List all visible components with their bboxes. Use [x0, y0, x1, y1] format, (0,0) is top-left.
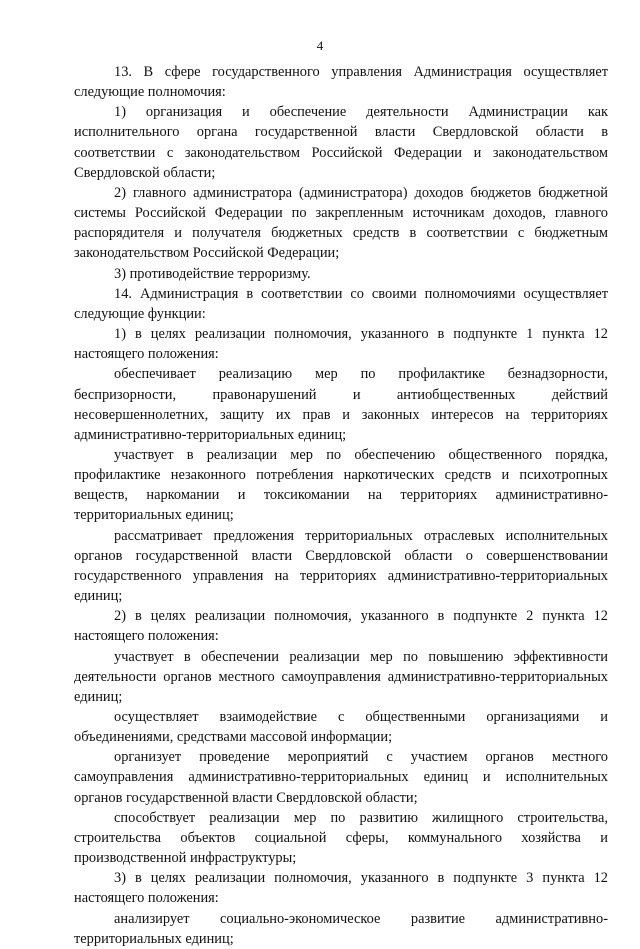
paragraph: 2) главного администратора (администратора) доходов бюджетов бюджетной системы Российской Федерации по закрепленным источникам доходов, главного распорядителя и получателя бюджетных средств в соответствии с бюджетным законодательством Российской Федерации; [74, 184, 608, 262]
paragraph: участвует в реализации мер по обеспечению общественного порядка, профилактике незаконного потребления наркотических средств и психотропных веществ, наркомании и токсикомании на территориях административно-территориальных единиц; [74, 446, 608, 524]
paragraph: рассматривает предложения территориальных отраслевых исполнительных органов государственной власти Свердловской области о совершенствовании государственного управления на территориях административно-территориальных единиц; [74, 527, 608, 605]
paragraph: 3) в целях реализации полномочия, указанного в подпункте 3 пункта 12 настоящего положения: [74, 870, 608, 907]
paragraph: 13. В сфере государственного управления Администрация осуществляет следующие полномочия: [74, 64, 608, 101]
paragraph: осуществляет взаимодействие с общественными организациями и объединениями, средствами массовой информации; [74, 709, 608, 746]
paragraph: способствует реализации мер по развитию жилищного строительства, строительства объектов социальной сферы, коммунального хозяйства и производственной инфраструктуры; [74, 809, 608, 867]
paragraph: 2) в целях реализации полномочия, указанного в подпункте 2 пункта 12 настоящего положения: [74, 608, 608, 645]
paragraph: 14. Администрация в соответствии со своими полномочиями осуществляет следующие функции: [74, 285, 608, 322]
paragraph: 1) в целях реализации полномочия, указанного в подпункте 1 пункта 12 настоящего положения: [74, 326, 608, 363]
document-body [74, 62, 608, 949]
paragraph: анализирует социально-экономическое развитие административно-территориальных единиц; [74, 910, 608, 947]
paragraph: участвует в обеспечении реализации мер по повышению эффективности деятельности органов местного самоуправления административно-территориальных единиц; [74, 648, 608, 705]
paragraph: 3) противодействие терроризму. [114, 265, 311, 282]
paragraph: организует проведение мероприятий с участием органов местного самоуправления административно-территориальных единиц и исполнительных органов государственной власти Свердловской области; [74, 749, 608, 806]
paragraph: 1) организация и обеспечение деятельности Администрации как исполнительного органа государственной власти Свердловской области в соответствии с законодательством Российской Федерации и законодательством Свердловской области; [74, 104, 608, 181]
paragraph: обеспечивает реализацию мер по профилактике безнадзорности, беспризорности, правонарушений и антиобщественных действий несовершеннолетних, защиту их прав и законных интересов на территориях административно-территориальных единиц; [74, 366, 608, 443]
page-number: 4 [316, 38, 324, 53]
